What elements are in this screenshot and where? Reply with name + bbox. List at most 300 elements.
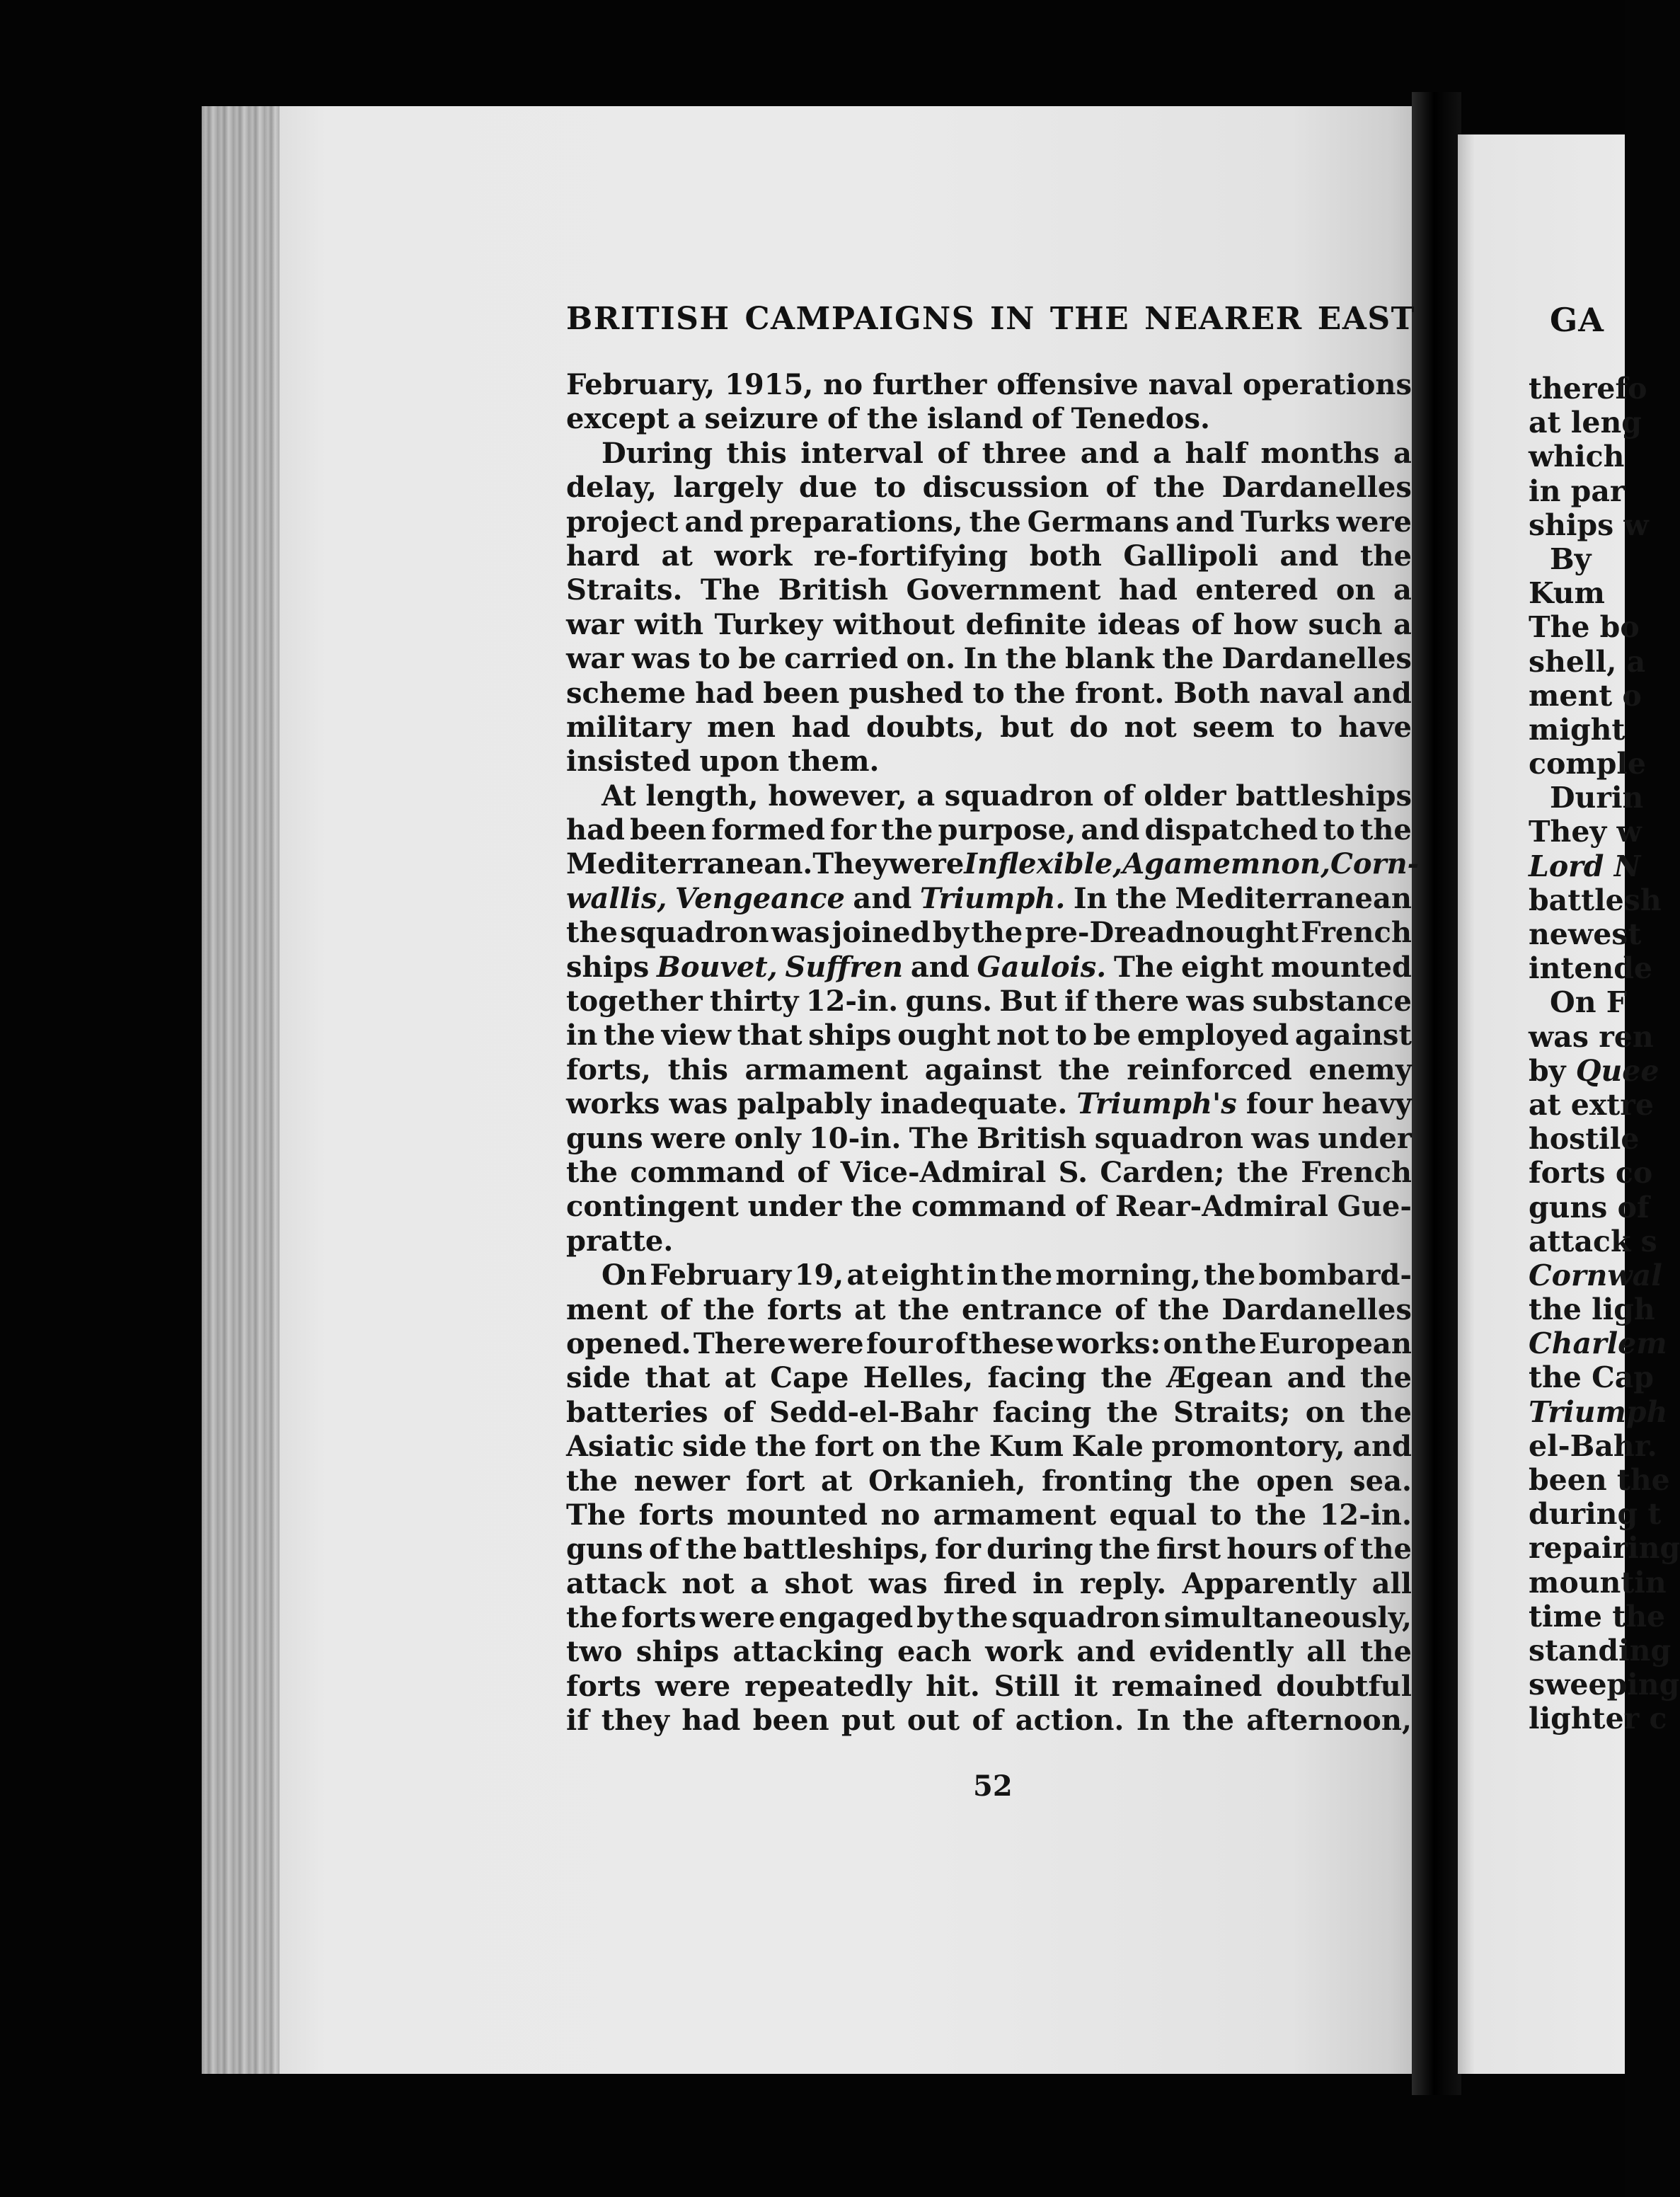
word: were	[1336, 505, 1412, 539]
right-text-line: ment o	[1529, 678, 1642, 713]
right-text-line: forts co	[1529, 1156, 1653, 1191]
word: first	[1156, 1532, 1221, 1566]
word: front.	[1074, 676, 1165, 710]
word: the	[1158, 1292, 1210, 1326]
right-text-line: ships w	[1529, 507, 1649, 542]
word: a	[1153, 436, 1172, 470]
word: enemy	[1308, 1052, 1412, 1086]
word: of	[827, 402, 858, 436]
word: four	[865, 1326, 933, 1360]
word: guns.	[905, 985, 993, 1019]
word: promontory,	[1151, 1430, 1345, 1464]
word: by	[932, 916, 970, 950]
text-line	[566, 1190, 1412, 1224]
text-line	[566, 1258, 1412, 1292]
word: Tenedos.	[1071, 402, 1210, 436]
word: project	[566, 505, 679, 539]
word: the	[1204, 1326, 1257, 1360]
word: afternoon,	[1246, 1704, 1412, 1738]
word: if	[1064, 985, 1088, 1019]
text-line	[566, 1396, 1412, 1430]
word: in	[1032, 1566, 1064, 1600]
word: the	[1162, 642, 1214, 676]
word: the	[566, 1601, 619, 1635]
word: to	[698, 642, 731, 676]
right-text-line: guns of	[1529, 1190, 1650, 1224]
word: Still	[994, 1669, 1060, 1703]
right-text-line: el-Bahr.	[1529, 1428, 1657, 1463]
word: thirty	[709, 985, 799, 1019]
text-line	[566, 711, 1412, 745]
word: work	[714, 539, 793, 573]
right-text-line: the Cap	[1529, 1360, 1654, 1395]
right-text-line: mountin	[1529, 1565, 1667, 1600]
word: palpably	[737, 1087, 871, 1121]
word: joined	[832, 916, 931, 950]
word: squadron	[1011, 1601, 1161, 1635]
word: wallis,	[566, 881, 667, 915]
word: there	[1094, 985, 1180, 1019]
word: Dardanelles	[1221, 642, 1412, 676]
word: Ægean	[1166, 1361, 1273, 1395]
text-line	[566, 1293, 1412, 1327]
word: of	[1031, 402, 1063, 436]
right-text-line: The bo	[1529, 610, 1640, 645]
text-line	[566, 368, 1412, 402]
text-line	[566, 1567, 1412, 1601]
word: In	[1073, 881, 1107, 915]
word: at	[821, 1464, 853, 1498]
word: the	[1359, 1635, 1412, 1669]
text-line	[566, 1156, 1412, 1190]
word: Triumph.	[919, 881, 1066, 915]
word: entrance	[961, 1292, 1103, 1326]
right-text-line: in par	[1529, 474, 1626, 508]
word: against	[1294, 1019, 1412, 1052]
word: Turkey	[714, 607, 823, 641]
word: men	[707, 710, 776, 744]
word: In	[1136, 1704, 1170, 1738]
word: fort	[815, 1430, 874, 1464]
word: the	[1359, 1395, 1412, 1429]
word: and	[1076, 1635, 1136, 1669]
word: three	[982, 436, 1067, 470]
word: ships	[566, 950, 650, 984]
text-line	[566, 882, 1412, 916]
word: Rear-Admiral	[1115, 1190, 1328, 1224]
word: reinforced	[1127, 1052, 1292, 1086]
word: the	[881, 813, 933, 847]
word: purpose,	[938, 813, 1076, 847]
word: Kale	[1071, 1430, 1144, 1464]
word: substance	[1252, 985, 1412, 1019]
right-text-line: was ren	[1529, 1019, 1654, 1054]
word: the	[1005, 642, 1057, 676]
word: under	[1318, 1121, 1412, 1155]
text-line	[566, 1087, 1412, 1121]
word: the	[1204, 1258, 1256, 1292]
word: and	[1287, 1361, 1346, 1395]
word: remained	[1111, 1669, 1262, 1703]
word: military	[566, 710, 691, 744]
word: had	[695, 676, 754, 710]
word: contingent	[566, 1190, 739, 1224]
word: of	[972, 1704, 1003, 1738]
word: 1915,	[725, 368, 814, 401]
word: the	[929, 1430, 982, 1464]
text-line	[566, 951, 1412, 985]
right-text-line: repairing	[1529, 1531, 1680, 1566]
word: Government	[906, 573, 1101, 607]
word: carried	[784, 642, 899, 676]
word: have	[1338, 710, 1412, 744]
word: older	[1144, 779, 1226, 813]
word: of	[1115, 1292, 1146, 1326]
word: attack	[566, 1566, 666, 1600]
word: armament	[933, 1498, 1097, 1532]
word: blank	[1064, 642, 1154, 676]
text-line	[566, 1224, 1412, 1258]
word: mounted	[727, 1498, 868, 1532]
word: and	[684, 505, 744, 539]
right-text-line: therefo	[1529, 372, 1647, 406]
word: during	[986, 1532, 1093, 1566]
word: had	[681, 1704, 741, 1738]
word: employed	[1137, 1019, 1289, 1052]
word: together	[566, 985, 703, 1019]
word: this	[726, 436, 787, 470]
right-text-line: Triumph	[1529, 1394, 1668, 1429]
word: facing	[992, 1395, 1092, 1429]
word: out	[907, 1704, 960, 1738]
word: ideas	[1097, 607, 1180, 641]
text-line	[566, 437, 1412, 471]
word: reply.	[1079, 1566, 1167, 1600]
word: been	[752, 1704, 829, 1738]
word: action.	[1015, 1704, 1124, 1738]
word: put	[841, 1704, 895, 1738]
word: squadron	[620, 916, 769, 950]
word: side	[566, 1361, 631, 1395]
word: works	[566, 1087, 660, 1121]
right-text-line: Cornwal	[1529, 1258, 1662, 1292]
word: Straits;	[1173, 1395, 1291, 1429]
word: pushed	[848, 676, 964, 710]
word: length,	[645, 779, 759, 813]
word: were	[650, 1121, 727, 1155]
word: of	[660, 1292, 691, 1326]
word: by	[916, 1601, 953, 1635]
word: the	[1359, 813, 1412, 847]
word: however,	[768, 779, 907, 813]
text-line	[566, 539, 1412, 573]
text-line	[566, 847, 1420, 881]
right-text-line: attack s	[1529, 1224, 1657, 1258]
word: Gaulois.	[977, 950, 1107, 984]
word: Bouvet,	[657, 950, 778, 984]
word: to	[1290, 710, 1323, 744]
running-head-word: CAMPAIGNS	[744, 301, 976, 337]
right-text-line: shell, a	[1529, 644, 1646, 679]
right-text-line: Durin	[1550, 781, 1644, 815]
word: The	[1113, 950, 1174, 984]
text-line	[566, 1327, 1412, 1361]
word: engaged	[778, 1601, 914, 1635]
text-line	[566, 608, 1412, 642]
word: the	[1115, 881, 1168, 915]
word: at	[661, 539, 693, 573]
right-text-line: On F	[1550, 985, 1627, 1020]
word: preparations,	[749, 505, 963, 539]
word: The	[909, 1121, 969, 1155]
right-text-line: Lord N	[1529, 849, 1641, 883]
word: be	[738, 642, 776, 676]
word: fronting	[1042, 1464, 1173, 1498]
word: for	[935, 1532, 981, 1566]
word: 12-in.	[805, 985, 899, 1019]
right-text-line: comple	[1529, 747, 1647, 781]
word: only	[734, 1121, 801, 1155]
word: the	[1001, 1258, 1053, 1292]
word: Inflexible,	[964, 847, 1123, 881]
word: how	[1233, 607, 1297, 641]
right-text-line: By	[1550, 541, 1592, 576]
word: at	[724, 1361, 756, 1395]
word: do	[1069, 710, 1108, 744]
text-line	[566, 505, 1412, 539]
right-text-line: at extre	[1529, 1087, 1654, 1122]
word: eight	[881, 1258, 964, 1292]
word: French	[1301, 1155, 1412, 1189]
word: they	[601, 1704, 670, 1738]
word: insisted	[566, 745, 691, 779]
word: European	[1259, 1326, 1412, 1360]
word: command	[911, 1190, 1066, 1224]
word: work	[985, 1635, 1064, 1669]
word: definite	[965, 607, 1087, 641]
word: for	[830, 813, 877, 847]
word: ships	[808, 1019, 892, 1052]
text-line	[566, 642, 1412, 676]
word: of	[1323, 1532, 1354, 1566]
word: re-fortifying	[813, 539, 1008, 573]
word: side	[682, 1430, 747, 1464]
word: hit.	[926, 1669, 980, 1703]
word: a	[677, 402, 696, 436]
word: the	[956, 1601, 1008, 1635]
word: 10-in.	[808, 1121, 902, 1155]
right-text-line: Kum	[1529, 576, 1605, 611]
word: ment	[566, 1292, 648, 1326]
word: British	[977, 1121, 1087, 1155]
word: 12-in.	[1319, 1498, 1412, 1532]
word: equal	[1109, 1498, 1197, 1532]
word: of	[797, 1155, 829, 1189]
word: discussion	[922, 471, 1089, 505]
word: the	[1153, 471, 1205, 505]
word: the	[969, 505, 1021, 539]
word: ships	[635, 1635, 720, 1669]
word: was	[868, 1566, 928, 1600]
word: to	[1209, 1498, 1242, 1532]
word: of	[1075, 1190, 1107, 1224]
word: against	[924, 1052, 1042, 1086]
word: Agamemnon,	[1122, 847, 1330, 881]
word: the	[897, 1292, 950, 1326]
word: the	[1098, 1532, 1151, 1566]
word: and	[853, 881, 912, 915]
word: it	[1074, 1669, 1098, 1703]
word: the	[1359, 539, 1412, 573]
word: interval	[800, 436, 924, 470]
word: repeatedly	[744, 1669, 912, 1703]
right-text-line: might	[1529, 712, 1626, 747]
word: further	[872, 368, 987, 401]
word: batteries	[566, 1395, 708, 1429]
body-text	[566, 368, 1420, 1738]
word: a	[916, 779, 936, 813]
word: were	[655, 1669, 731, 1703]
word: without	[833, 607, 955, 641]
word: this	[667, 1052, 728, 1086]
running-head-word: EAST	[1317, 301, 1415, 337]
text-line	[566, 779, 1412, 813]
word: naval	[1148, 368, 1233, 401]
right-running-head: GA	[1550, 301, 1604, 339]
word: the	[703, 1292, 755, 1326]
right-text-line: hostile	[1529, 1122, 1640, 1157]
word: not	[1124, 710, 1177, 744]
word: They	[812, 847, 889, 881]
word: command	[630, 1155, 786, 1189]
word: Orkanieh,	[868, 1464, 1026, 1498]
word: a	[1393, 573, 1412, 607]
word: be	[1093, 1019, 1132, 1052]
word: and	[1353, 1430, 1412, 1464]
word: Dardanelles	[1221, 471, 1412, 505]
right-text-line: They w	[1529, 815, 1642, 849]
text-line	[566, 813, 1412, 847]
text-line	[566, 916, 1412, 950]
word: Dardanelles	[1221, 1292, 1412, 1326]
right-text-line: intende	[1529, 951, 1652, 986]
word: the	[1255, 1498, 1307, 1532]
word: Mediterranean	[1175, 881, 1412, 915]
word: shot	[784, 1566, 853, 1600]
text-line	[566, 573, 1412, 607]
word: sea.	[1350, 1464, 1412, 1498]
word: to	[972, 676, 1005, 710]
word: the	[566, 1464, 619, 1498]
word: them.	[788, 745, 880, 779]
word: newer	[633, 1464, 730, 1498]
word: of	[935, 1326, 967, 1360]
word: had	[1118, 573, 1178, 607]
word: Turks	[1241, 505, 1330, 539]
word: except	[566, 402, 669, 436]
word: pre-Dreadnought	[1025, 916, 1299, 950]
word: was	[1186, 985, 1245, 1019]
word: and	[1352, 676, 1412, 710]
running-head-word: IN	[990, 301, 1035, 337]
running-head-word: THE	[1049, 301, 1130, 337]
word: Asiatic	[566, 1430, 674, 1464]
word: formed	[711, 813, 825, 847]
word: attacking	[732, 1635, 884, 1669]
text-line	[566, 1019, 1412, 1052]
text-line	[566, 1704, 1412, 1738]
word: that	[737, 1019, 802, 1052]
word: was	[1251, 1121, 1311, 1155]
word: Both	[1173, 676, 1250, 710]
word: hard	[566, 539, 640, 573]
word: British	[778, 573, 889, 607]
word: Sedd-el-Bahr	[769, 1395, 978, 1429]
word: war	[566, 642, 624, 676]
text-line	[566, 1532, 1412, 1566]
word: Suffren	[785, 950, 904, 984]
word: evidently	[1149, 1635, 1293, 1669]
page-number: 52	[973, 1769, 1013, 1803]
text-line	[566, 985, 1412, 1019]
word: the	[1058, 1052, 1110, 1086]
word: 19,	[794, 1258, 844, 1292]
word: forts	[638, 1498, 714, 1532]
word: simultaneously,	[1163, 1601, 1412, 1635]
right-text-line: at leng	[1529, 406, 1642, 440]
word: But	[999, 985, 1057, 1019]
page-edges	[202, 106, 280, 2074]
word: The	[700, 573, 761, 607]
word: if	[566, 1704, 589, 1738]
word: a	[1393, 436, 1412, 470]
word: squadron	[1094, 1121, 1243, 1155]
word: on	[1305, 1395, 1345, 1429]
word: The	[566, 1498, 626, 1532]
word: were	[700, 1601, 776, 1635]
word: heavy	[1321, 1087, 1412, 1121]
word: fired	[943, 1566, 1017, 1600]
word: in	[966, 1258, 998, 1292]
word: on	[1163, 1326, 1203, 1360]
word: facing	[987, 1361, 1087, 1395]
word: Germans	[1027, 505, 1170, 539]
word: eight	[1181, 950, 1264, 984]
word: the	[754, 1430, 807, 1464]
word: Cape	[770, 1361, 849, 1395]
word: to	[874, 471, 907, 505]
word: due	[799, 471, 858, 505]
word: Triumph's	[1076, 1087, 1237, 1121]
word: but	[1000, 710, 1054, 744]
book-gutter	[1412, 92, 1461, 2095]
word: Kum	[989, 1430, 1064, 1464]
word: mounted	[1270, 950, 1412, 984]
word: seem	[1192, 710, 1275, 744]
text-line	[566, 402, 1412, 436]
word: entered	[1195, 573, 1318, 607]
word: of	[1105, 471, 1137, 505]
text-line	[566, 1464, 1412, 1498]
right-text-line: newest	[1529, 917, 1642, 951]
word: had	[566, 813, 625, 847]
word: seizure	[704, 402, 819, 436]
word: the	[1359, 1532, 1412, 1566]
word: both	[1029, 539, 1102, 573]
word: There	[693, 1326, 786, 1360]
word: the	[1359, 1361, 1412, 1395]
word: forts,	[566, 1052, 651, 1086]
